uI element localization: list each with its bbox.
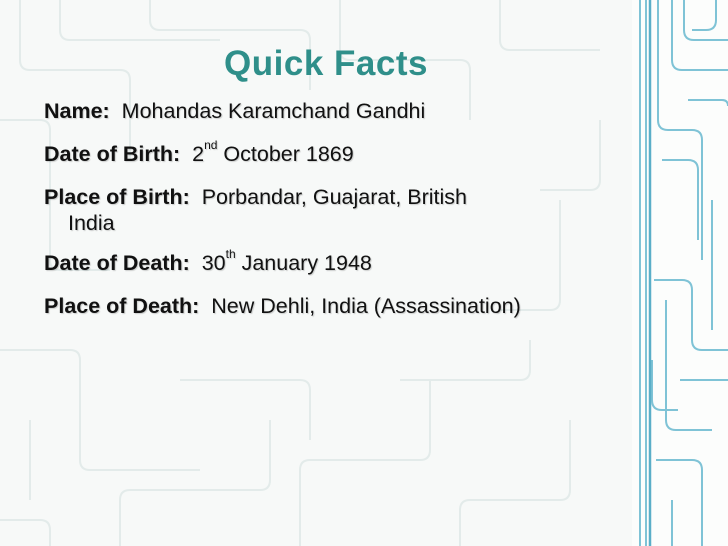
fact-value: Mohandas Karamchand Gandhi	[121, 99, 426, 123]
date-rest: October 1869	[217, 142, 354, 166]
date-suffix: nd	[204, 137, 218, 152]
fact-name	[44, 98, 634, 124]
fact-label: Name:	[44, 99, 110, 123]
fact-date-of-death	[44, 246, 634, 276]
fact-value: Porbandar, Guajarat, British	[201, 185, 468, 209]
fact-place-of-birth	[44, 184, 634, 236]
date-day: 2	[192, 142, 205, 166]
facts-list	[44, 98, 634, 336]
fact-date-of-birth	[44, 137, 634, 167]
date-day: 30	[201, 251, 226, 275]
fact-place-of-death	[44, 293, 634, 319]
date-rest: January 1948	[235, 251, 372, 275]
slide-title: Quick Facts	[224, 44, 428, 83]
date-suffix: th	[225, 246, 236, 261]
fact-label: Date of Death:	[44, 251, 190, 275]
fact-label: Place of Birth:	[44, 185, 190, 209]
fact-value: New Dehli, India (Assassination)	[211, 294, 521, 318]
fact-label: Date of Birth:	[44, 142, 181, 166]
fact-label: Place of Death:	[44, 294, 200, 318]
fact-value-continued: India	[68, 211, 115, 235]
fact-value	[201, 246, 372, 275]
fact-value	[192, 137, 354, 166]
